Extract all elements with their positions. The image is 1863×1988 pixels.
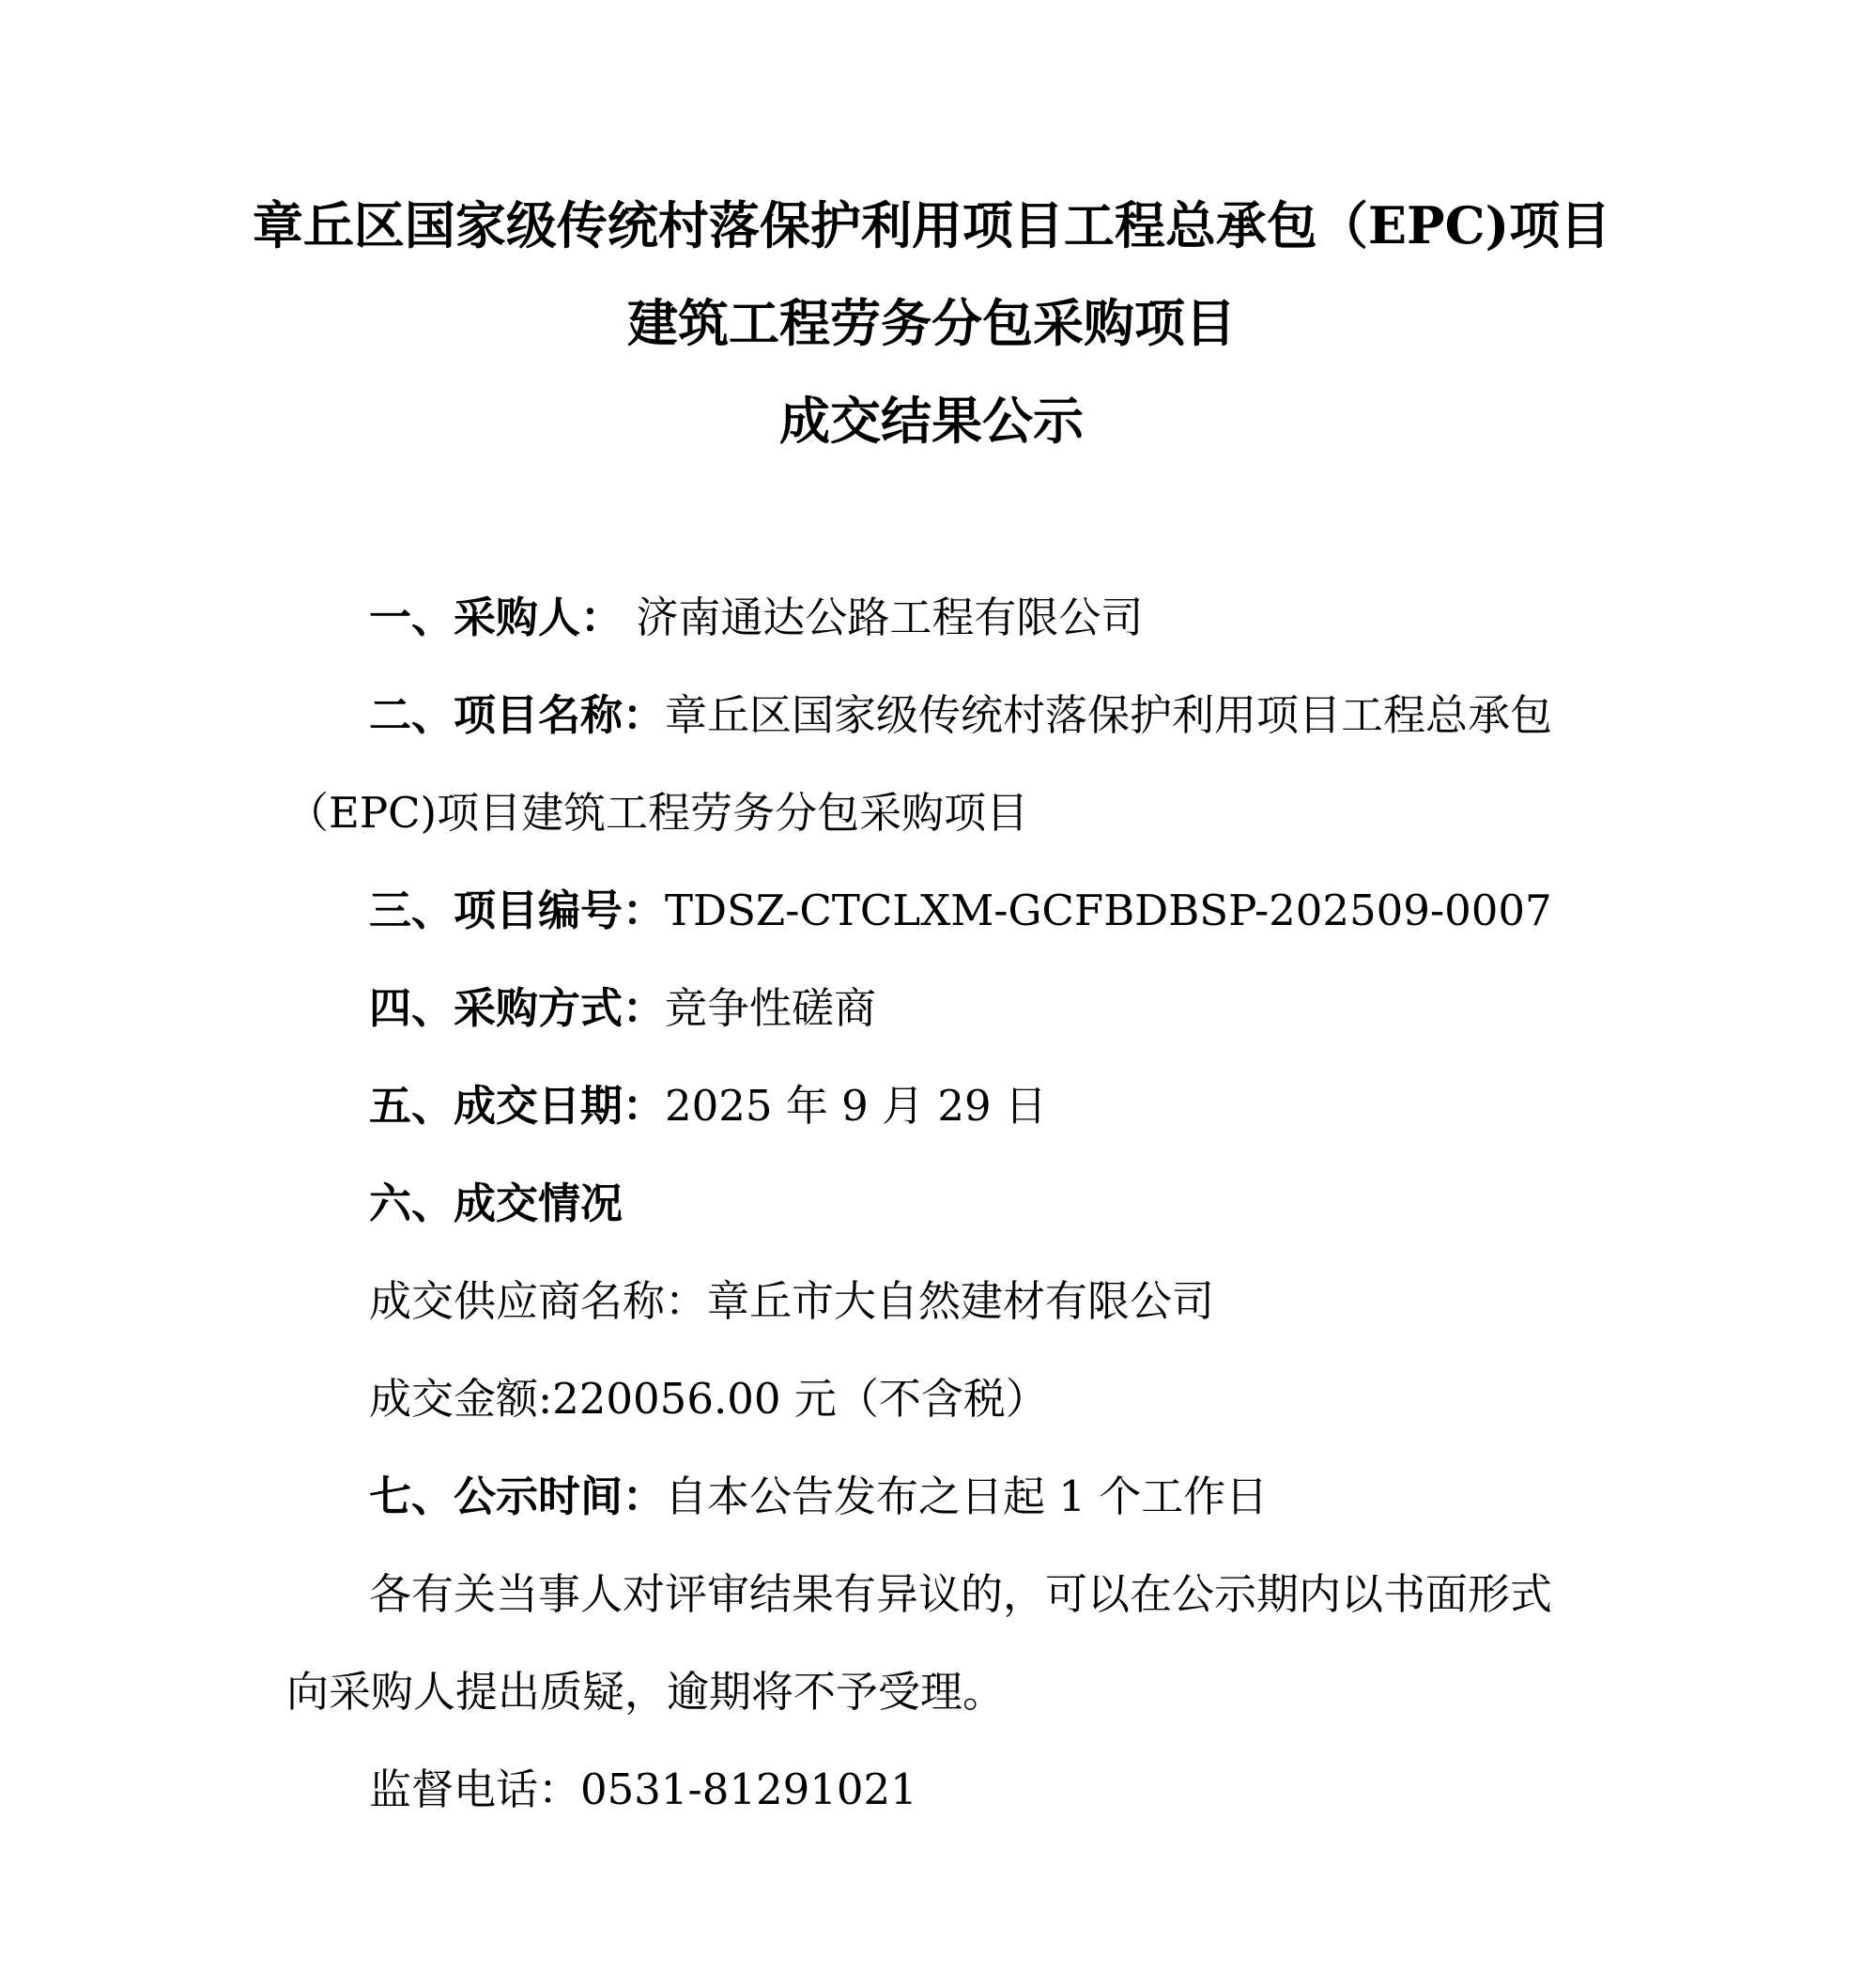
purchaser-label: 一、采购人： bbox=[369, 593, 624, 642]
project-number-value: TDSZ-CTCLXM-GCFBDBSP-202509-0007 bbox=[665, 886, 1552, 935]
procurement-method-value: 竞争性磋商 bbox=[665, 983, 877, 1033]
purchaser-line bbox=[286, 569, 1582, 667]
document-body bbox=[286, 569, 1582, 1839]
procurement-method-label: 四、采购方式： bbox=[369, 983, 666, 1033]
amount-line bbox=[286, 1350, 1582, 1448]
title-line-1: 章丘区国家级传统村落保护利用项目工程总承包（EPC)项目 bbox=[252, 195, 1611, 255]
project-name-line bbox=[286, 667, 1582, 764]
amount-text: 成交金额:220056.00 元（不含税） bbox=[369, 1374, 1048, 1424]
title-line-3: 成交结果公示 bbox=[779, 391, 1084, 451]
supervision-phone-text: 监督电话：0531-81291021 bbox=[369, 1765, 917, 1814]
document-title bbox=[188, 177, 1675, 470]
objection-text-1: 各有关当事人对评审结果有异议的，可以在公示期内以书面形式 bbox=[369, 1569, 1553, 1619]
project-number-label: 三、项目编号： bbox=[369, 886, 666, 935]
project-name-label: 二、项目名称： bbox=[369, 690, 666, 740]
supplier-text: 成交供应商名称：章丘市大自然建材有限公司 bbox=[369, 1276, 1215, 1326]
publicity-period-value: 自本公告发布之日起 1 个工作日 bbox=[665, 1472, 1269, 1521]
title-line-2: 建筑工程劳务分包采购项目 bbox=[627, 293, 1236, 353]
procurement-method-line bbox=[286, 960, 1582, 1057]
deal-date-label: 五、成交日期： bbox=[369, 1081, 666, 1131]
deal-date-value: 2025 年 9 月 29 日 bbox=[665, 1081, 1047, 1131]
deal-status-line bbox=[286, 1155, 1582, 1253]
project-name-continuation-line bbox=[286, 764, 1582, 862]
purchaser-value: 济南通达公路工程有限公司 bbox=[623, 593, 1144, 642]
project-number-line bbox=[286, 862, 1582, 960]
objection-line-2 bbox=[286, 1643, 1582, 1741]
objection-text-2: 向采购人提出质疑，逾期将不予受理。 bbox=[286, 1667, 1006, 1717]
objection-line-1 bbox=[286, 1546, 1582, 1643]
publicity-period-line bbox=[286, 1448, 1582, 1546]
supplier-line bbox=[286, 1253, 1582, 1350]
project-name-value-1: 章丘区国家级传统村落保护利用项目工程总承包 bbox=[665, 690, 1553, 740]
publicity-period-label: 七、公示时间： bbox=[369, 1472, 666, 1521]
deal-status-label: 六、成交情况 bbox=[369, 1179, 624, 1228]
deal-date-line bbox=[286, 1057, 1582, 1155]
project-name-value-2: （EPC)项目建筑工程劳务分包采购项目 bbox=[286, 788, 1029, 838]
supervision-phone-line bbox=[286, 1741, 1582, 1839]
